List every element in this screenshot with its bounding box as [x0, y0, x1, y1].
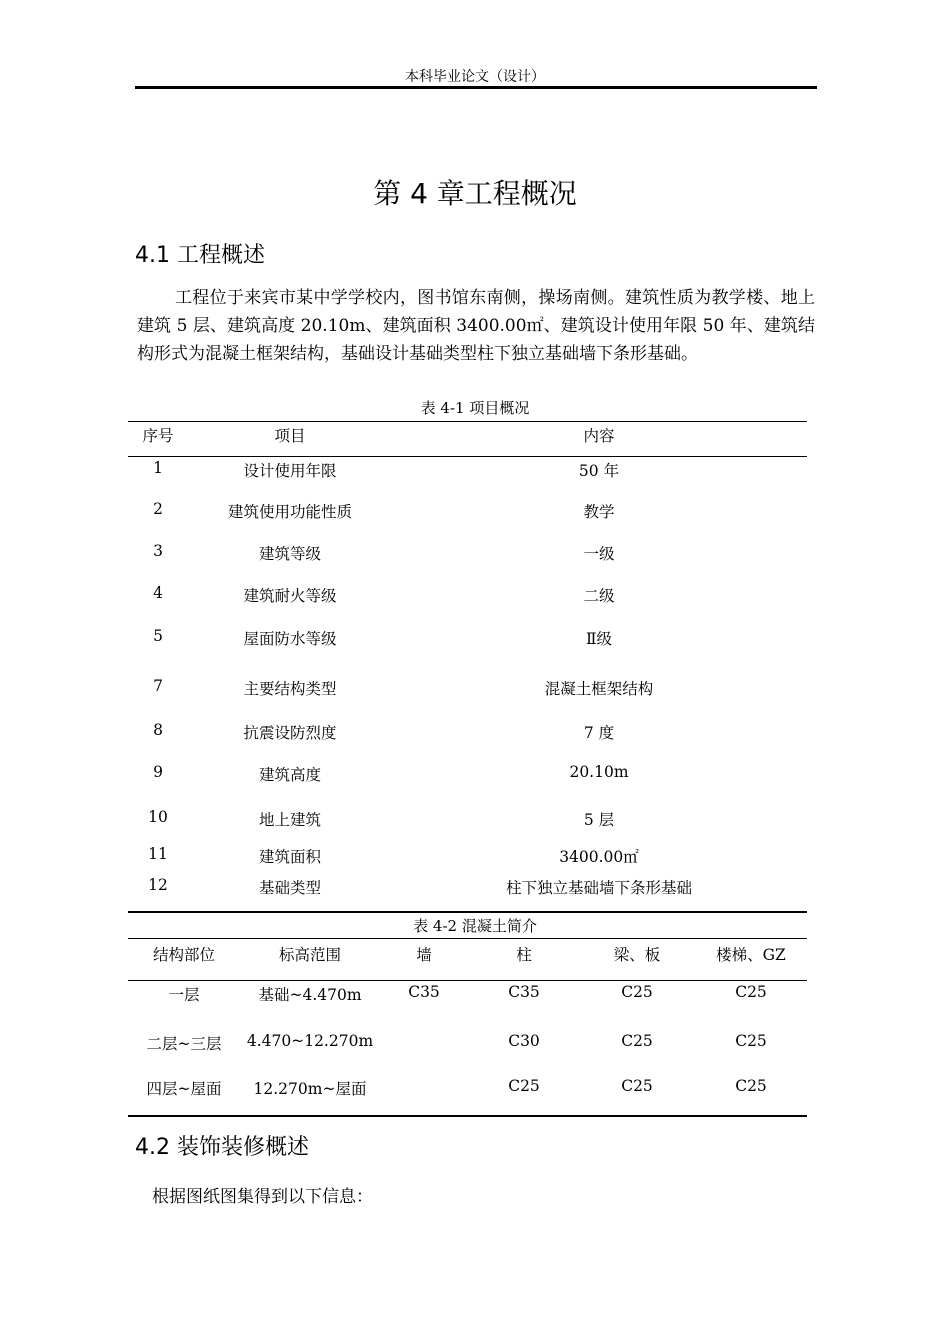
- table2-header-rule: [128, 980, 807, 981]
- table2-header-cell: 标高范围: [278, 946, 341, 964]
- table2-cell: 四层~屋面: [146, 1080, 222, 1098]
- table1-cell: 教学: [583, 503, 615, 521]
- chapter-title: 第 4 章工程概况: [373, 177, 577, 210]
- section-heading-4-1: 4.1 工程概述: [135, 243, 265, 268]
- table1-cell: 11: [148, 845, 168, 863]
- table1-cell: 建筑高度: [258, 766, 321, 784]
- table1-header-cell: 序号: [142, 427, 174, 445]
- table1-cell: Ⅱ级: [585, 630, 613, 648]
- table1-cell: 8: [153, 721, 163, 739]
- table1-cell: 5 层: [583, 811, 615, 829]
- paragraph-text: 工程位于来宾市某中学学校内，图书馆东南侧，操场南侧。建筑性质为教学楼、地上建筑 5 层、建筑高度 20.10m、建筑面积 3400.00㎡、建筑设计使用年限 50 年、建筑结构形式为混凝土框架结构，基础设计基础类型柱下独立基础墙下条形基础。: [137, 288, 815, 364]
- table2-cell: 基础~4.470m: [258, 986, 362, 1004]
- table1-cell: 50 年: [578, 462, 620, 480]
- header-rule: [135, 86, 817, 89]
- table1-cell: 混凝土框架结构: [544, 680, 654, 698]
- table1-caption: 表 4-1 项目概况: [420, 399, 530, 417]
- table2-cell: C25: [621, 1077, 653, 1095]
- table1-cell: 二级: [583, 587, 615, 605]
- table2-cell: C25: [735, 1032, 767, 1050]
- table1-cell: 5: [153, 627, 163, 645]
- table1-bottom-rule: [128, 911, 807, 913]
- table2-bottom-rule: [128, 1115, 807, 1117]
- table2-cell: 4.470~12.270m: [246, 1032, 374, 1050]
- table1-cell: 屋面防水等级: [243, 630, 337, 648]
- table1-cell: 设计使用年限: [243, 462, 337, 480]
- table2-cell: C25: [621, 983, 653, 1001]
- table2-header-cell: 结构部位: [152, 946, 215, 964]
- table1-cell: 建筑等级: [258, 545, 321, 563]
- section-heading-4-2: 4.2 装饰装修概述: [135, 1135, 309, 1160]
- page-header: 本科毕业论文（设计）: [405, 69, 545, 85]
- table1-header-cell: 项目: [274, 427, 306, 445]
- section2-text: 根据图纸图集得到以下信息：: [152, 1187, 373, 1207]
- section-paragraph: [137, 284, 815, 368]
- table1-cell: 建筑耐火等级: [243, 587, 337, 605]
- table1-cell: 1: [153, 459, 163, 477]
- table1-cell: 20.10m: [569, 763, 629, 781]
- table1-cell: 柱下独立基础墙下条形基础: [505, 879, 692, 897]
- table2-cell: C35: [408, 983, 440, 1001]
- table2-cell: 12.270m~屋面: [253, 1080, 367, 1098]
- table2-cell: C35: [508, 983, 540, 1001]
- table1-cell: 12: [148, 876, 168, 894]
- table1-cell: 3: [153, 542, 163, 560]
- table2-cell: C25: [735, 983, 767, 1001]
- table1-cell: 4: [153, 584, 163, 602]
- table2-header-cell: 梁、板: [613, 946, 661, 964]
- table1-cell: 建筑使用功能性质: [227, 503, 352, 521]
- table1-cell: 7 度: [583, 724, 615, 742]
- table2-cell: 一层: [168, 986, 200, 1004]
- table2-top-rule: [128, 938, 807, 939]
- table1-header-cell: 内容: [583, 427, 615, 445]
- table1-top-rule: [128, 421, 807, 422]
- table1-cell: 基础类型: [258, 879, 321, 897]
- table1-cell: 地上建筑: [258, 811, 321, 829]
- table1-cell: 2: [153, 500, 163, 518]
- table2-cell: C30: [508, 1032, 540, 1050]
- table2-caption: 表 4-2 混凝土简介: [413, 917, 537, 935]
- table2-header-cell: 楼梯、GZ: [716, 946, 786, 964]
- table1-cell: 建筑面积: [258, 848, 321, 866]
- table2-cell: C25: [621, 1032, 653, 1050]
- table2-cell: C25: [735, 1077, 767, 1095]
- table1-cell: 主要结构类型: [243, 680, 337, 698]
- table2-cell: 二层~三层: [146, 1035, 222, 1053]
- table1-header-rule: [128, 456, 807, 457]
- table2-header-cell: 柱: [516, 946, 532, 964]
- table1-cell: 一级: [583, 545, 615, 563]
- table1-cell: 抗震设防烈度: [243, 724, 337, 742]
- table1-cell: 3400.00㎡: [559, 848, 639, 866]
- table2-header-cell: 墙: [416, 946, 432, 964]
- table2-cell: C25: [508, 1077, 540, 1095]
- table1-cell: 7: [153, 677, 163, 695]
- table1-cell: 10: [148, 808, 168, 826]
- table1-cell: 9: [153, 763, 163, 781]
